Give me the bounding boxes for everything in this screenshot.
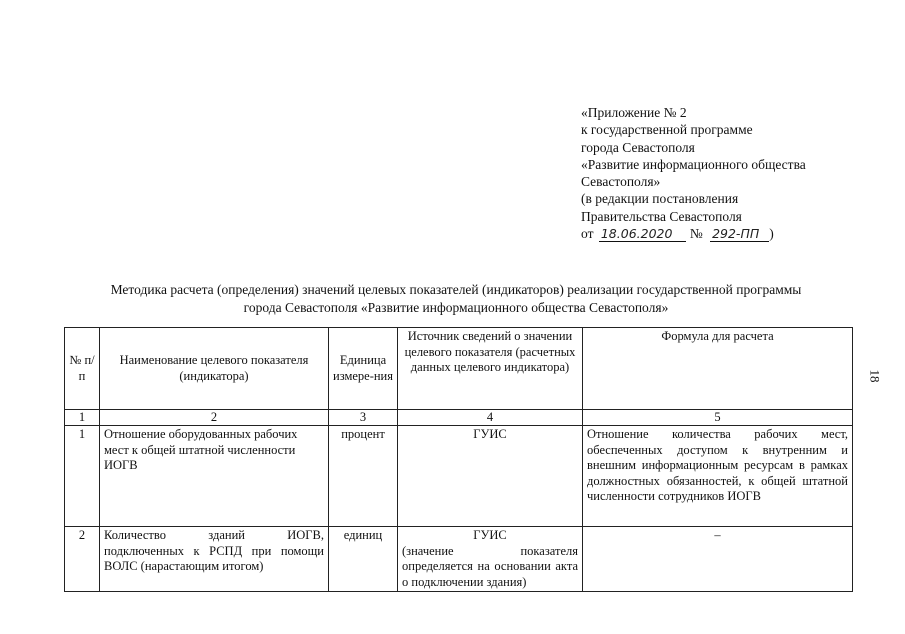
closing-paren: ) xyxy=(769,226,774,242)
appendix-line: к государственной программе xyxy=(581,122,753,138)
row-unit: единиц xyxy=(329,527,398,592)
column-number: 3 xyxy=(329,410,398,426)
header-source: Источник сведений о значении целевого показателя (расчетных данных целевого индикатора) xyxy=(398,328,583,410)
row-formula: Отношение количества рабочих мест, обеспеченных доступом к внутренним и внешним информационным ресурсам в рамках должностных обязанностей, к общей штатной численности сотрудников ИОГВ xyxy=(583,426,853,527)
row-formula: – xyxy=(583,527,853,592)
document-title xyxy=(40,281,872,317)
row-num: 1 xyxy=(65,426,100,527)
column-number: 1 xyxy=(65,410,100,426)
appendix-line: (в редакции постановления xyxy=(581,191,739,207)
column-number: 2 xyxy=(100,410,329,426)
row-source xyxy=(398,426,583,527)
table-row xyxy=(65,527,853,592)
row-source xyxy=(398,527,583,592)
row-source-note: (значение показателя определяется на основании акта о подключении здания) xyxy=(402,543,578,589)
number-prefix: № xyxy=(689,226,703,242)
appendix-line: Правительства Севастополя xyxy=(581,208,742,224)
header-num: № п/п xyxy=(65,328,100,410)
appendix-date-line xyxy=(581,225,806,242)
handwritten-date: 18.06.2020 xyxy=(599,227,687,242)
appendix-line: «Развитие информационного общества xyxy=(581,156,806,172)
row-unit: процент xyxy=(329,426,398,527)
table-row xyxy=(65,426,853,527)
row-name: Отношение оборудованных рабочих мест к общей штатной численности ИОГВ xyxy=(100,426,329,527)
appendix-line: города Севастополя xyxy=(581,139,695,155)
indicators-table xyxy=(64,327,853,592)
appendix-header xyxy=(581,104,806,242)
column-number-row xyxy=(65,410,853,426)
title-line-2: города Севастополя «Развитие информационного общества Севастополя» xyxy=(243,300,669,315)
row-num: 2 xyxy=(65,527,100,592)
row-source-title: ГУИС xyxy=(473,427,507,441)
handwritten-number: 292-ПП xyxy=(710,227,769,242)
column-number: 5 xyxy=(583,410,853,426)
column-number: 4 xyxy=(398,410,583,426)
header-formula: Формула для расчета xyxy=(583,328,853,410)
row-name: Количество зданий ИОГВ, подключенных к РСПД при помощи ВОЛС (нарастающим итогом) xyxy=(100,527,329,592)
header-unit: Единица измере-ния xyxy=(329,328,398,410)
table-header-row xyxy=(65,328,853,410)
row-source-title: ГУИС xyxy=(473,528,507,542)
appendix-line: Севастополя» xyxy=(581,174,661,190)
date-prefix: от xyxy=(581,226,594,242)
page-number: 18 xyxy=(867,369,883,383)
appendix-line: «Приложение № 2 xyxy=(581,105,687,120)
title-line-1: Методика расчета (определения) значений целевых показателей (индикаторов) реализации государственной программы xyxy=(110,282,802,297)
header-name: Наименование целевого показателя (индикатора) xyxy=(100,328,329,410)
